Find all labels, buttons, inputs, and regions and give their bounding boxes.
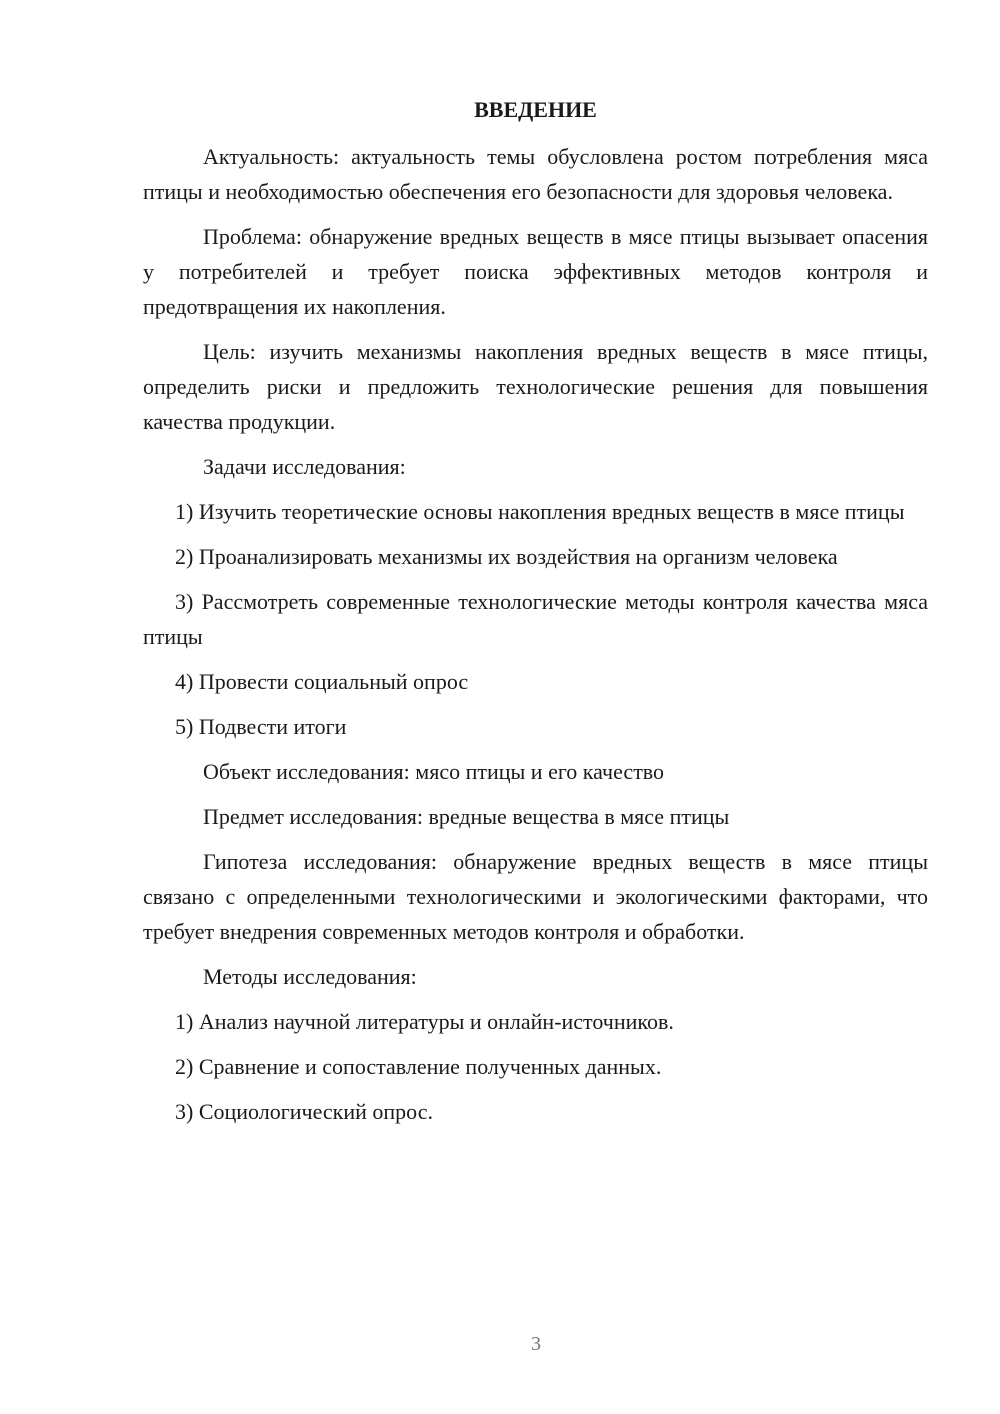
task-item-1: 1) Изучить теоретические основы накопления вредных веществ в мясе птицы [175, 499, 905, 524]
task-item-3: 3) Рассмотреть современные технологические методы контроля качества мяса птицы [143, 589, 928, 649]
subject-paragraph: Предмет исследования: вредные вещества в мясе птицы [203, 804, 730, 829]
goal-paragraph: Цель: изучить механизмы накопления вредных веществ в мясе птицы, определить риски и предложить технологические решения для повышения качества продукции. [143, 339, 928, 434]
tasks-list [143, 494, 928, 744]
method-item-1: 1) Анализ научной литературы и онлайн-источников. [175, 1009, 674, 1034]
task-item-5: 5) Подвести итоги [175, 714, 347, 739]
page-body [143, 92, 928, 1139]
task-item-2: 2) Проанализировать механизмы их воздействия на организм человека [175, 544, 838, 569]
tasks-title: Задачи исследования: [203, 454, 406, 479]
methods-list [143, 1004, 928, 1129]
method-item-3: 3) Социологический опрос. [175, 1099, 433, 1124]
hypothesis-paragraph: Гипотеза исследования: обнаружение вредных веществ в мясе птицы связано с определенными технологическими и экологическими факторами, что требует внедрения современных методов контроля и обработки. [143, 849, 928, 944]
section-heading: ВВЕДЕНИЕ [474, 97, 597, 122]
task-item-4: 4) Провести социальный опрос [175, 669, 469, 694]
page-number: 3 [531, 1333, 541, 1355]
relevance-paragraph: Актуальность: актуальность темы обусловлена ростом потребления мяса птицы и необходимостью обеспечения его безопасности для здоровья человека. [143, 144, 928, 204]
methods-title: Методы исследования: [203, 964, 417, 989]
object-paragraph: Объект исследования: мясо птицы и его качество [203, 759, 665, 784]
problem-paragraph: Проблема: обнаружение вредных веществ в мясе птицы вызывает опасения у потребителей и требует поиска эффективных методов контроля и предотвращения их накопления. [143, 224, 928, 319]
method-item-2: 2) Сравнение и сопоставление полученных данных. [175, 1054, 662, 1079]
